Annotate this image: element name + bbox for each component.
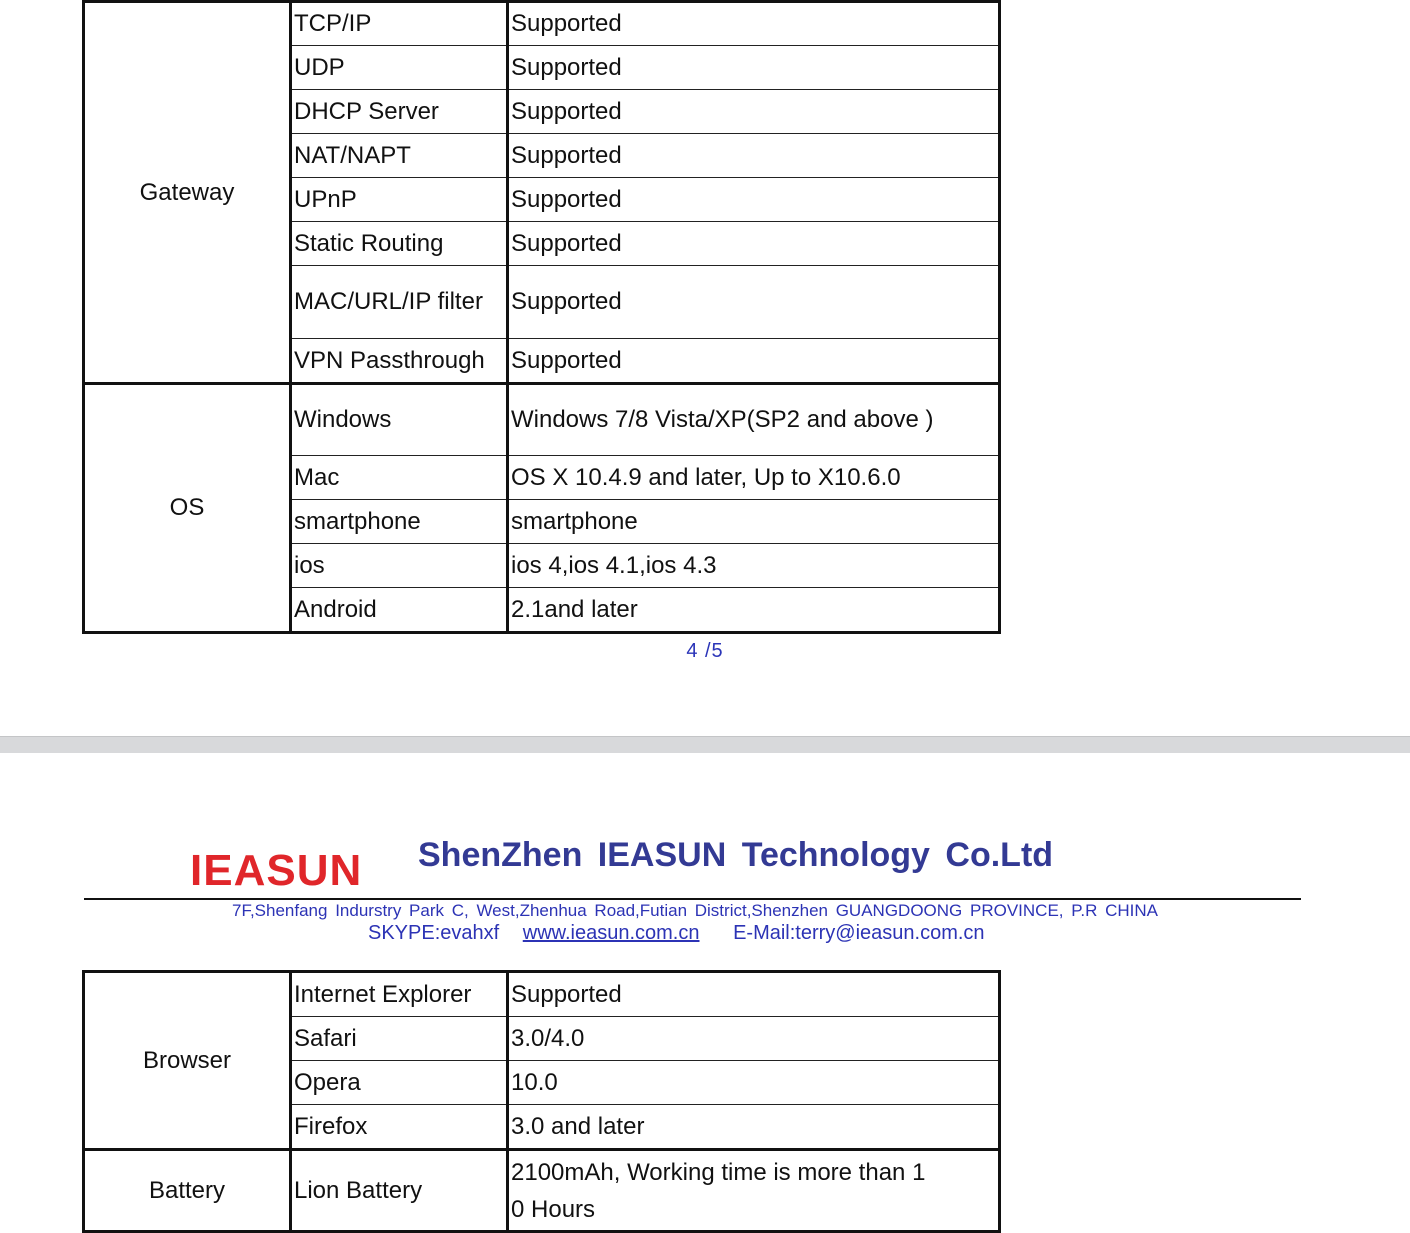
value-cell: 2.1and later xyxy=(508,588,1000,633)
spec-table-page-5 xyxy=(82,970,1001,1233)
feature-cell: Firefox xyxy=(291,1105,508,1150)
feature-cell: Mac xyxy=(291,456,508,500)
group-label-battery: Battery xyxy=(84,1150,291,1232)
logo-text: IEASUN xyxy=(190,846,363,895)
company-address: 7F,Shenfang Indurstry Park C, West,Zhenhua Road,Futian District,Shenzhen GUANGDOONG PROVINCE, P.R CHINA xyxy=(232,901,1158,920)
value-cell: Supported xyxy=(508,2,1000,46)
company-name: ShenZhen IEASUN Technology Co.Ltd xyxy=(418,836,1054,874)
header-rule xyxy=(84,898,1301,900)
group-label-browser: Browser xyxy=(84,972,291,1150)
page-number: 4 /5 xyxy=(686,640,724,662)
feature-cell: Lion Battery xyxy=(291,1150,508,1232)
table-row xyxy=(84,2,1000,46)
value-cell: Supported xyxy=(508,339,1000,384)
feature-cell: DHCP Server xyxy=(291,90,508,134)
email-address: E-Mail:terry@ieasun.com.cn xyxy=(733,922,985,944)
website-link[interactable]: www.ieasun.com.cn xyxy=(522,922,700,944)
value-line: 0 Hours xyxy=(511,1195,596,1223)
contact-line xyxy=(368,922,1003,945)
group-label-os: OS xyxy=(84,384,291,633)
feature-cell: smartphone xyxy=(291,500,508,544)
table-row xyxy=(84,384,1000,456)
value-cell: Supported xyxy=(508,90,1000,134)
feature-cell: UPnP xyxy=(291,178,508,222)
value-cell: Windows 7/8 Vista/XP(SP2 and above ) xyxy=(508,384,1000,456)
value-cell: Supported xyxy=(508,46,1000,90)
group-label-gateway: Gateway xyxy=(84,2,291,384)
value-cell: 10.0 xyxy=(508,1061,1000,1105)
table-row xyxy=(84,1150,1000,1232)
feature-cell: Safari xyxy=(291,1017,508,1061)
feature-cell: UDP xyxy=(291,46,508,90)
value-cell: OS X 10.4.9 and later, Up to X10.6.0 xyxy=(508,456,1000,500)
feature-cell: TCP/IP xyxy=(291,2,508,46)
value-cell: Supported xyxy=(508,972,1000,1017)
value-cell: Supported xyxy=(508,266,1000,339)
feature-cell: Static Routing xyxy=(291,222,508,266)
feature-cell: Android xyxy=(291,588,508,633)
page-separator xyxy=(0,736,1410,754)
value-cell: 3.0 and later xyxy=(508,1105,1000,1150)
value-cell: Supported xyxy=(508,134,1000,178)
value-cell: Supported xyxy=(508,222,1000,266)
value-cell xyxy=(508,1150,1000,1232)
feature-cell: MAC/URL/IP filter xyxy=(291,266,508,339)
feature-cell: Windows xyxy=(291,384,508,456)
value-cell: 3.0/4.0 xyxy=(508,1017,1000,1061)
feature-cell: ios xyxy=(291,544,508,588)
value-line: 2100mAh, Working time is more than 1 xyxy=(511,1158,926,1186)
value-cell: ios 4,ios 4.1,ios 4.3 xyxy=(508,544,1000,588)
spec-table-page-4 xyxy=(82,0,1001,634)
feature-cell: VPN Passthrough xyxy=(291,339,508,384)
table-row xyxy=(84,972,1000,1017)
value-cell: smartphone xyxy=(508,500,1000,544)
feature-cell: Internet Explorer xyxy=(291,972,508,1017)
skype-id: SKYPE:evahxf xyxy=(368,922,500,944)
company-logo xyxy=(190,846,362,896)
feature-cell: NAT/NAPT xyxy=(291,134,508,178)
feature-cell: Opera xyxy=(291,1061,508,1105)
value-cell: Supported xyxy=(508,178,1000,222)
